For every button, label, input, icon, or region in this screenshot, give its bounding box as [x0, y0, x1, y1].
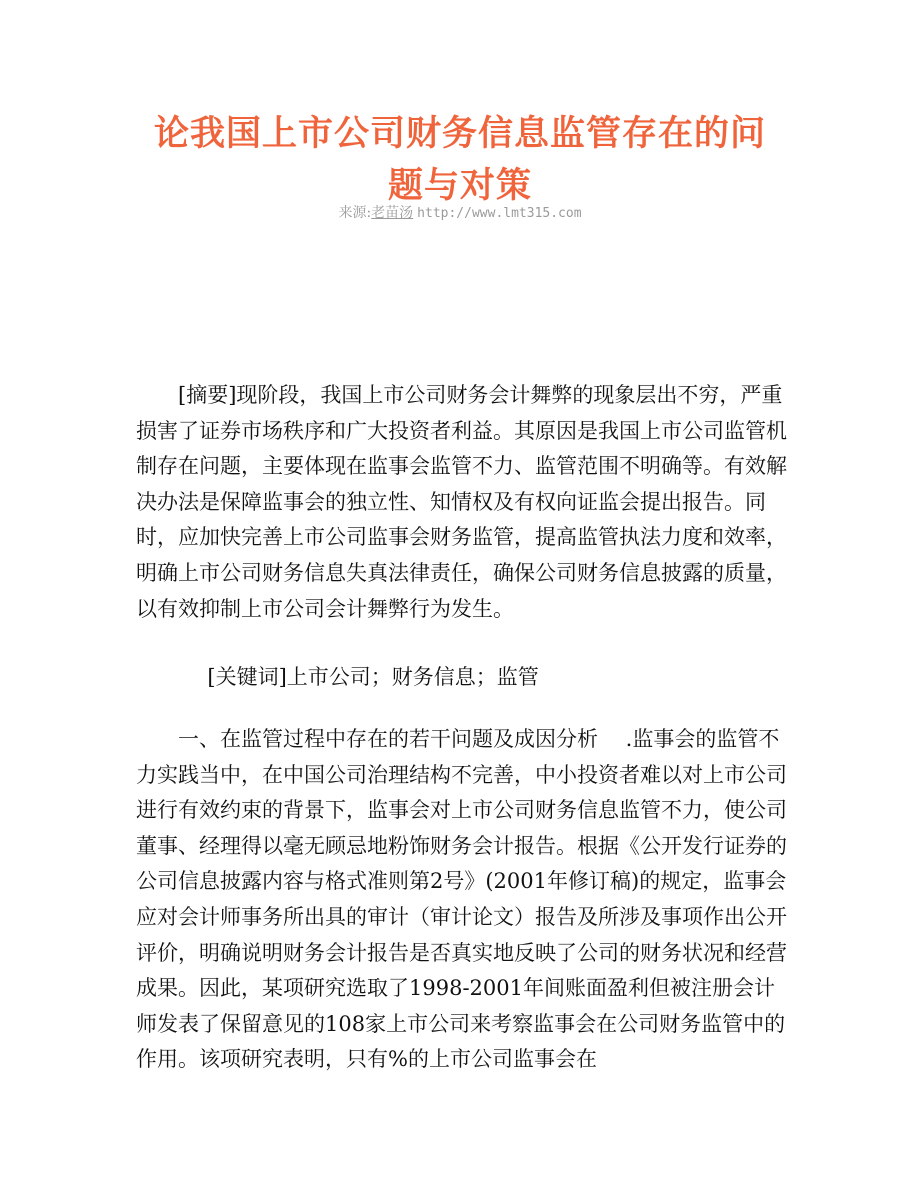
source-url: http://www.lmt315.com — [417, 206, 582, 221]
document-title — [100, 108, 820, 212]
keywords-paragraph: [关键词]上市公司；财务信息；监管 — [207, 665, 539, 689]
source-label: 来源: — [338, 205, 372, 221]
source-line — [200, 202, 720, 225]
title-line-2: 题与对策 — [387, 165, 532, 206]
section-one-paragraph: 一、在监管过程中存在的若干问题及成因分析 .监事会的监管不力实践当中，在中国公司治理结构不完善，中小投资者难以对上市公司进行有效约束的背景下，监事会对上市公司财务信息监管不力，使公司董事、经理得以毫无顾忌地粉饰财务会计报告。根据《公开发行证券的公司信息披露内容与格式准则第2号》(2001年修订稿)的规定，监事会应对会计师事务所出具的审计（审计论文）报告及所涉及事项作出公开评价，明确说明财务会计报告是否真实地反映了公司的财务状况和经营成果。因此，某项研究选取了1998-2001年间账面盈利但被注册会计师发表了保留意见的108家上市公司来考察监事会在公司财务监管中的作用。该项研究表明，只有%的上市公司监事会在 — [136, 727, 787, 1072]
title-line-1: 论我国上市公司财务信息监管存在的问 — [153, 113, 766, 154]
abstract-paragraph: [摘要]现阶段，我国上市公司财务会计舞弊的现象层出不穷，严重损害了证券市场秩序和广大投资者利益。其原因是我国上市公司监管机制存在问题，主要体现在监事会监管不力、监管范围不明确等。有效解决办法是保障监事会的独立性、知情权及有权向证监会提出报告。同时，应加快完善上市公司监事会财务监管，提高监管执法力度和效率，明确上市公司财务信息失真法律责任，确保公司财务信息披露的质量，以有效抑制上市公司会计舞弊行为发生。 — [136, 383, 787, 621]
source-author-link[interactable]: 老苗汤 — [371, 205, 414, 221]
